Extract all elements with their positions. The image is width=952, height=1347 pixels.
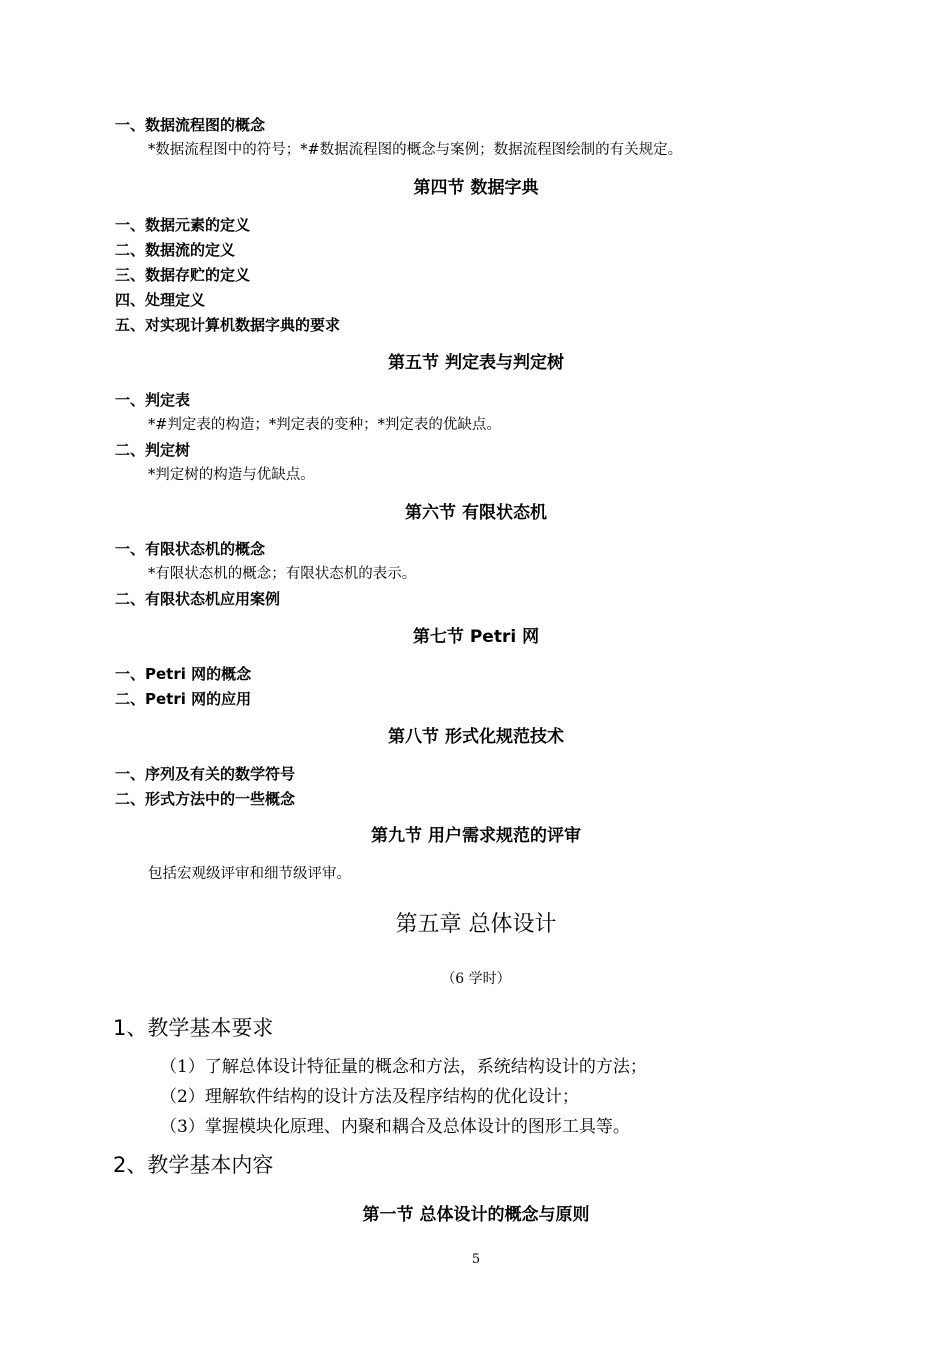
sec3-item1-detail: *数据流程图中的符号；*#数据流程图的概念与案例；数据流程图绘制的有关规定。 [148,142,683,158]
sec5-item1-title: 一、判定表 [115,391,191,409]
sec7-item: 一、Petri 网的概念 [115,665,252,683]
sec5-item2-title: 二、判定树 [115,441,191,459]
sec7-item: 二、Petri 网的应用 [115,690,252,708]
sec8-item: 一、序列及有关的数学符号 [115,765,296,783]
chapter5-sec1-title: 第一节 总体设计的概念与原则 [362,1205,590,1225]
sec5-item2-detail: *判定树的构造与优缺点。 [148,467,315,483]
sec6-title: 第六节 有限状态机 [405,503,547,523]
chapter-hours: （6 学时） [441,971,511,987]
sec3-item1-title: 一、数据流程图的概念 [115,116,266,134]
sec4-item: 一、数据元素的定义 [115,216,251,234]
sec4-item: 三、数据存贮的定义 [115,266,251,284]
sec8-item: 二、形式方法中的一些概念 [115,790,296,808]
sec8-title: 第八节 形式化规范技术 [388,727,564,747]
requirements-heading: 1、教学基本要求 [113,1016,274,1040]
sec4-item: 二、数据流的定义 [115,241,236,259]
sec5-title: 第五节 判定表与判定树 [388,353,564,373]
requirement-item: （3）掌握模块化原理、内聚和耦合及总体设计的图形工具等。 [160,1117,630,1137]
sec7-title: 第七节 Petri 网 [412,627,540,647]
sec4-item: 五、对实现计算机数据字典的要求 [115,316,341,334]
sec5-item1-detail: *#判定表的构造；*判定表的变种；*判定表的优缺点。 [148,417,501,433]
requirement-item: （1）了解总体设计特征量的概念和方法，系统结构设计的方法； [160,1057,647,1077]
content-heading: 2、教学基本内容 [113,1153,274,1177]
sec6-item1-title: 一、有限状态机的概念 [115,540,266,558]
sec9-title: 第九节 用户需求规范的评审 [371,826,581,846]
sec9-detail: 包括宏观级评审和细节级评审。 [148,866,351,882]
sec4-item: 四、处理定义 [115,291,206,309]
chapter-title: 第五章 总体设计 [395,912,557,937]
sec4-title: 第四节 数据字典 [413,178,539,198]
requirement-item: （2）理解软件结构的设计方法及程序结构的优化设计； [160,1087,579,1107]
page-number: 5 [471,1252,481,1267]
sec6-item2-title: 二、有限状态机应用案例 [115,590,281,608]
sec6-item1-detail: *有限状态机的概念；有限状态机的表示。 [148,566,417,582]
